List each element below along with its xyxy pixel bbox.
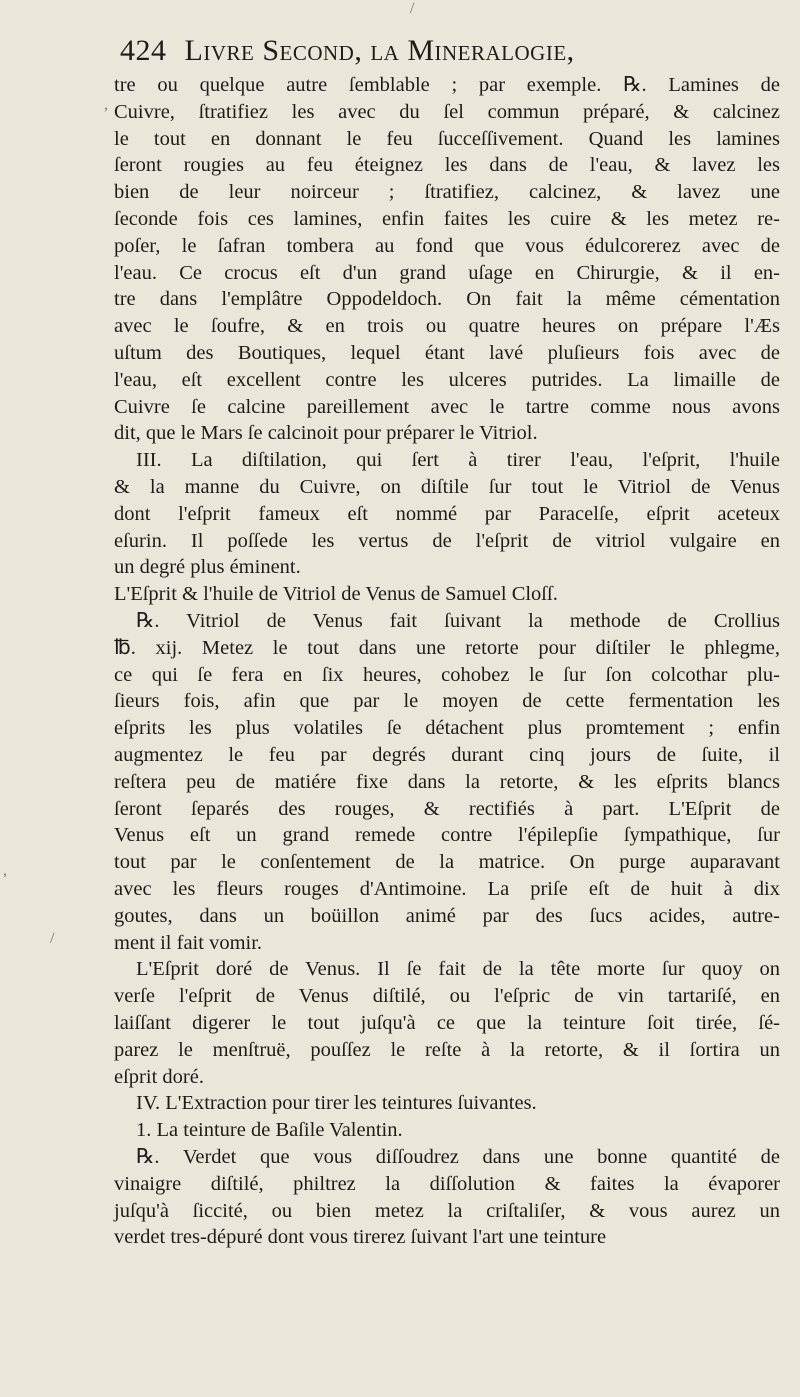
text-line: un degré plus éminent. [114,556,301,579]
text-line: le tout en donnant le feu ſucceſſivement. Quand les lamines [114,127,780,150]
text-line: ℞. Vitriol de Venus fait ſuivant la methode de Crollius [136,610,780,632]
text-line: ℔. xij. Metez le tout dans une retorte pour diſtiler le phlegme, [114,636,780,659]
text-line: Cuivre ſe calcine pareillement avec le tartre comme nous avons [114,395,780,418]
margin-mark: , [3,862,7,879]
text-line: IV. L'Extraction pour tirer les teintures ſuivantes. [136,1092,537,1115]
margin-mark: / [410,0,415,17]
text-line: parez le menſtruë, pouſſez le reſte à la retorte, & il ſortira un [114,1038,780,1061]
text-line: tre ou quelque autre ſemblable ; par exemple. ℞. Lamines de [114,74,780,96]
text-line: avec les fleurs rouges d'Antimoine. La priſe eſt de huit à dix [114,878,780,900]
text-line: Cuivre, ſtratifiez les avec du ſel commun préparé, & calcinez [114,100,780,123]
text-line: ſieurs fois, afin que par le moyen de cette fermentation les [114,690,780,713]
text-line: ment il fait vomir. [114,931,263,954]
text-line: ſeront rougies au feu éteignez les dans de l'eau, & lavez les [114,154,780,177]
text-line: poſer, le ſafran tombera au fond que vous édulcorerez avec de [114,234,780,257]
text-line: dont l'eſprit fameux eſt nommé par Paracelſe, eſprit aceteux [114,502,780,525]
text-line: 1. La teinture de Baſile Valentin. [136,1119,403,1142]
running-title: Livre Second, la Mineralogie, [184,34,575,67]
text-line: eſprits les plus volatiles ſe détachent plus promtement ; enfin [114,717,780,740]
text-line: l'eau, eſt excellent contre les ulceres putrides. La limaille de [114,368,780,391]
text-line: reſtera peu de matiére fixe dans la retorte, & les eſprits blancs [114,770,780,793]
text-line: tre dans l'emplâtre Oppodeldoch. On fait la même cémentation [114,288,780,311]
text-line: augmentez le feu par degrés durant cinq jours de ſuite, il [114,744,780,766]
page-number: 424 [120,34,167,67]
text-line: ſeconde fois ces lamines, enfin faites les cuire & les metez re- [114,208,780,230]
text-line: ℞. Verdet que vous diſſoudrez dans une bonne quantité de [136,1146,780,1168]
text-line: juſqu'à ſiccité, ou bien metez la criſtaliſer, & vous aurez un [114,1199,780,1222]
text-line: uſtum des Boutiques, lequel étant lavé pluſieurs fois avec de [114,342,780,364]
text-line: laiſſant digerer le tout juſqu'à ce que la teinture ſoit tirée, ſé- [114,1012,780,1034]
text-line: verdet tres-dépuré dont vous tirerez ſuivant l'art une teinture [114,1226,607,1249]
text-line: tout par le conſentement de la matrice. On purge auparavant [114,851,780,874]
text-line: avec le ſoufre, & en trois ou quatre heures on prépare l'Æs [114,315,780,338]
text-line: Venus eſt un grand remede contre l'épilepſie ſympathique, ſur [114,824,780,847]
text-line: ſeront ſeparés des rouges, & rectifiés à part. L'Eſprit de [114,797,780,820]
text-line: l'eau. Ce crocus eſt d'un grand uſage en Chirurgie, & il en- [114,261,780,284]
text-line: ce qui ſe fera en ſix heures, cohobez le ſur ſon colcothar plu- [114,663,780,686]
text-line: goutes, dans un boüillon animé par des ſucs acides, autre- [114,904,780,927]
text-line: eſurin. Il poſſede les vertus de l'eſprit de vitriol vulgaire en [114,529,780,552]
text-line: L'Eſprit doré de Venus. Il ſe fait de la tête morte ſur quoy on [136,958,780,981]
text-line: verſe l'eſprit de Venus diſtilé, ou l'eſpric de vin tartariſé, en [114,985,780,1008]
page-header [120,34,790,68]
margin-mark: , [104,96,108,113]
text-line: eſprit doré. [114,1065,204,1088]
text-line: & la manne du Cuivre, on diſtile ſur tout le Vitriol de Venus [114,476,780,498]
text-line: L'Eſprit & l'huile de Vitriol de Venus de Samuel Cloſſ. [114,583,558,606]
text-line: vinaigre diſtilé, philtrez la diſſolution & faites la évaporer [114,1172,780,1195]
text-line: III. La diſtilation, qui ſert à tirer l'eau, l'eſprit, l'huile [136,449,780,472]
text-line: bien de leur noirceur ; ſtratifiez, calcinez, & lavez une [114,181,780,204]
text-line: dit, que le Mars ſe calcinoit pour préparer le Vitriol. [114,422,538,445]
margin-mark: / [50,930,55,947]
